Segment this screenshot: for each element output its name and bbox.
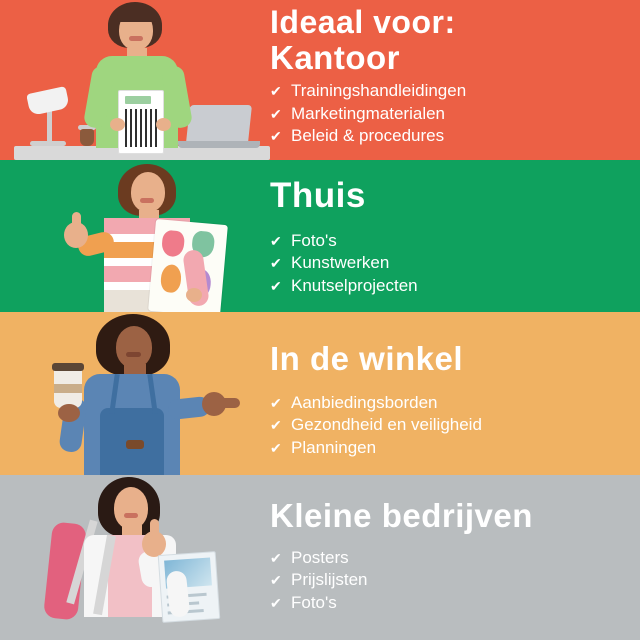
- bullet-label: Posters: [291, 547, 349, 567]
- check-icon: ✔: [270, 572, 282, 589]
- store-text-column: [270, 312, 628, 475]
- list-item: [270, 125, 628, 147]
- section-heading-small-business: Kleine bedrijven: [270, 497, 533, 534]
- poster-title: Ideaal voor:: [270, 4, 456, 40]
- bullet-label: Gezondheid en veiligheid: [291, 415, 482, 435]
- list-item: [270, 230, 628, 252]
- list-item: [270, 437, 628, 459]
- check-icon: ✔: [270, 255, 282, 272]
- section-heading-store: In de winkel: [270, 340, 464, 377]
- bullet-label: Planningen: [291, 437, 377, 457]
- list-item: [270, 275, 628, 297]
- list-item: [270, 103, 628, 125]
- bullet-label: Prijslijsten: [291, 570, 368, 590]
- bullet-list-office: [270, 80, 628, 147]
- list-item: [270, 569, 628, 591]
- check-icon: ✔: [270, 417, 282, 434]
- check-icon: ✔: [270, 105, 282, 122]
- store-illustration: [0, 312, 270, 475]
- office-text-column: [270, 0, 628, 160]
- check-icon: ✔: [270, 549, 282, 566]
- check-icon: ✔: [270, 232, 282, 249]
- office-illustration: [0, 0, 270, 160]
- list-item: [270, 80, 628, 102]
- section-office: [0, 0, 640, 160]
- list-item: [270, 252, 628, 274]
- bullet-label: Kunstwerken: [291, 253, 390, 273]
- home-text-column: [270, 160, 628, 312]
- bullet-list-home: [270, 230, 628, 297]
- bullet-label: Foto's: [291, 592, 337, 612]
- section-home: [0, 160, 640, 312]
- section-small-business: [0, 475, 640, 640]
- list-item: [270, 547, 628, 569]
- bullet-list-small-business: [270, 547, 628, 614]
- check-icon: ✔: [270, 128, 282, 145]
- bullet-label: Trainingshandleidingen: [291, 81, 467, 101]
- home-illustration: [0, 160, 270, 312]
- bullet-label: Marketingmaterialen: [291, 103, 446, 123]
- check-icon: ✔: [270, 439, 282, 456]
- small-business-text-column: [270, 475, 628, 640]
- check-icon: ✔: [270, 277, 282, 294]
- check-icon: ✔: [270, 83, 282, 100]
- check-icon: ✔: [270, 594, 282, 611]
- list-item: [270, 414, 628, 436]
- list-item: [270, 392, 628, 414]
- bullet-label: Aanbiedingsborden: [291, 392, 438, 412]
- section-store: [0, 312, 640, 475]
- bullet-list-store: [270, 392, 628, 459]
- section-heading-office: Kantoor: [270, 38, 400, 76]
- list-item: [270, 592, 628, 614]
- small-business-illustration: [0, 475, 270, 640]
- section-heading-home: Thuis: [270, 176, 366, 215]
- bullet-label: Knutselprojecten: [291, 275, 418, 295]
- check-icon: ✔: [270, 394, 282, 411]
- bullet-label: Foto's: [291, 230, 337, 250]
- bullet-label: Beleid & procedures: [291, 126, 445, 146]
